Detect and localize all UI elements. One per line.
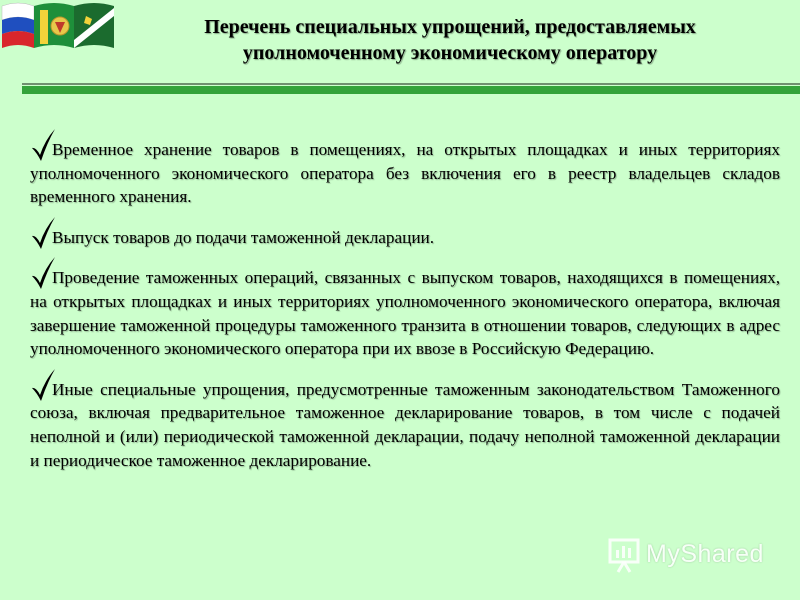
list-item [30, 226, 780, 250]
list-item-text: Иные специальные упрощения, предусмотренные таможенным законодательством Таможенного союза, включая предварительное таможенное декларирование товаров, в том числе с подачей неполной и (или) периодической таможенной декларации, подачу неполной таможенной декларации и периодическое таможенное декларирование. [30, 379, 780, 470]
flags-emblem-icon [0, 0, 118, 58]
title-divider-thin [22, 83, 800, 85]
list-item-text: Выпуск товаров до подачи таможенной декларации. [52, 227, 435, 247]
checkmark-icon [30, 256, 56, 290]
watermark-logo [606, 536, 766, 574]
list-item-text: Проведение таможенных операций, связанных с выпуском товаров, находящихся в помещениях, на открытых площадках и иных территориях уполномоченного экономического оператора, включая завершение таможенной процедуры таможенного транзита в отношении товаров, следующих в адрес уполномоченного экономического оператора при их ввозе в Российскую Федерацию. [30, 268, 780, 359]
checkmark-icon [30, 128, 56, 162]
page-title [120, 14, 780, 66]
list-item [30, 138, 780, 209]
watermark-text: MyShared [646, 540, 764, 568]
title-line-1: Перечень специальных упрощений, предоставляемых [204, 16, 696, 38]
list-item-text: Временное хранение товаров в помещениях, на открытых площадках и иных территориях уполномоченного экономического оператора без включения его в реестр владельцев складов временного хранения. [30, 140, 780, 207]
presentation-board-icon [606, 536, 644, 574]
list-item [30, 378, 780, 472]
title-divider-thick [22, 86, 800, 94]
title-line-2: уполномоченному экономическому оператору [242, 42, 658, 64]
checkmark-icon [30, 368, 56, 402]
simplifications-list [30, 138, 780, 489]
list-item [30, 266, 780, 360]
checkmark-icon [30, 216, 56, 250]
